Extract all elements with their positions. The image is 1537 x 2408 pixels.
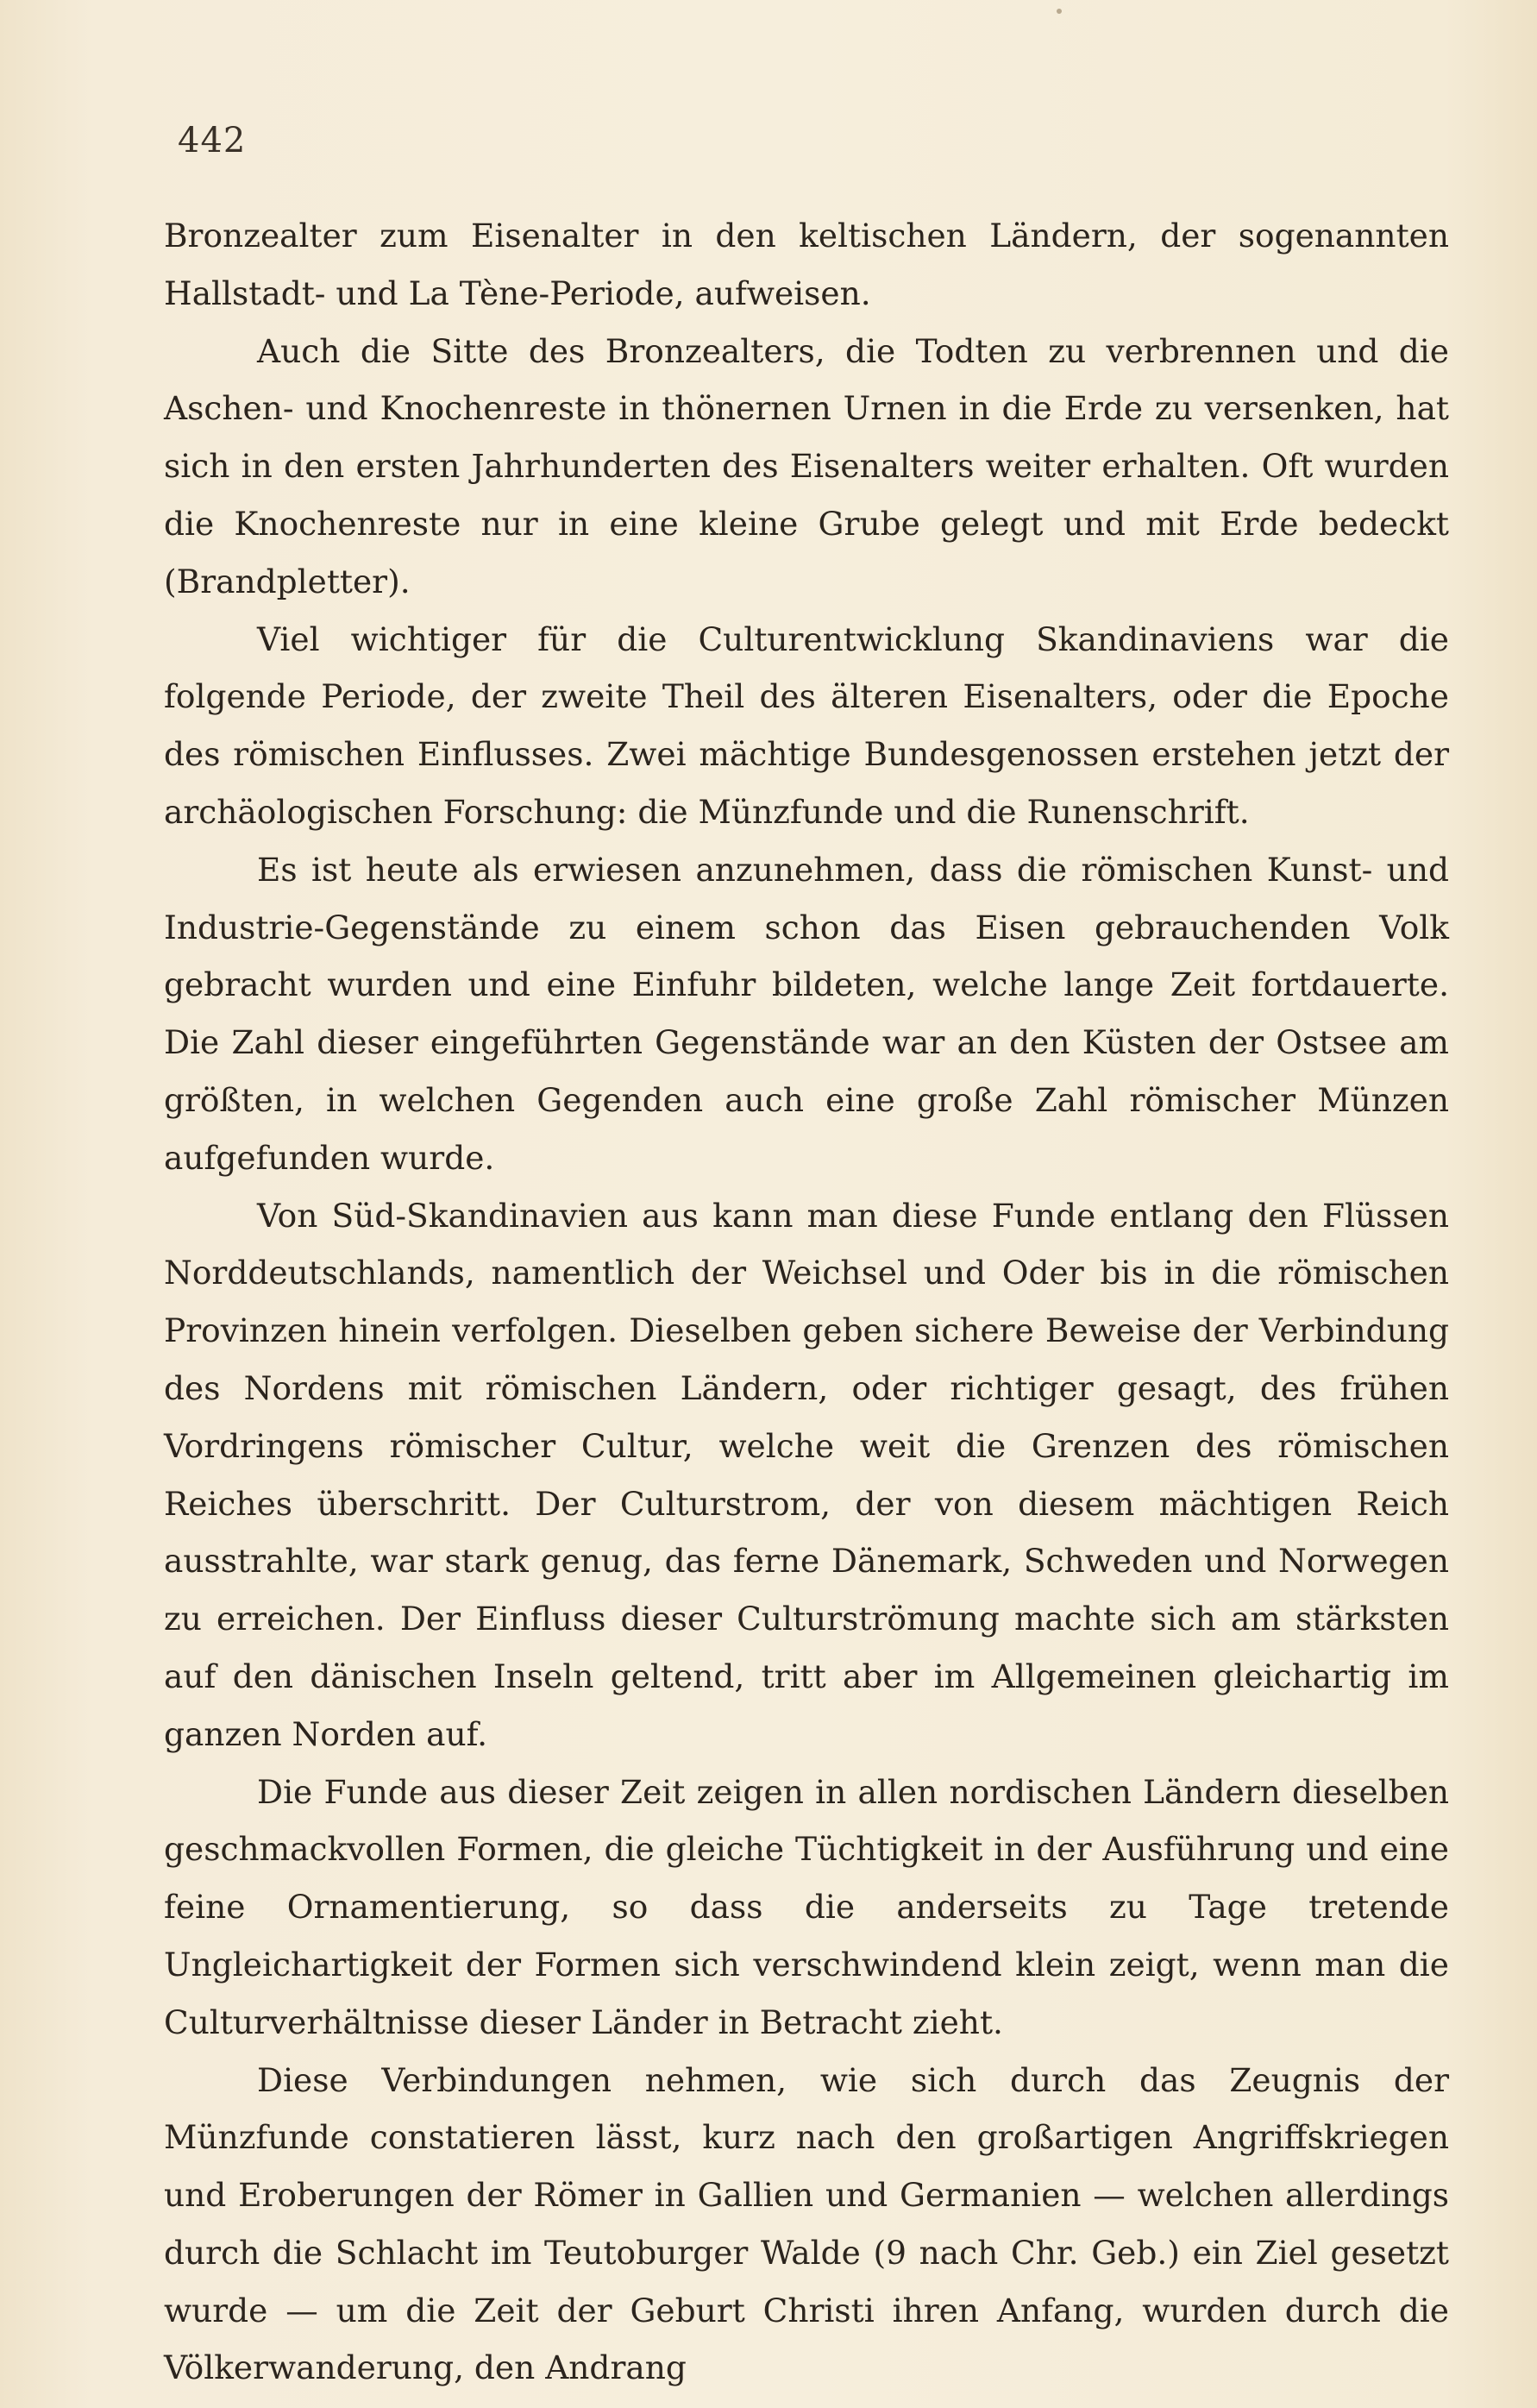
ink-speck <box>1057 9 1062 14</box>
paragraph-3: Viel wichtiger für die Culturentwicklung Skandinaviens war die folgende Periode, der zweite Theil des älteren Eisenalters, oder die Epoche des römischen Einflusses. Zwei mächtige Bundesgenossen erstehen jetzt der archäologischen Forschung: die Münzfunde und die Runenschrift. <box>164 619 1449 831</box>
page-number: 442 <box>178 121 247 160</box>
body-text <box>164 207 1449 2397</box>
paragraph-2: Auch die Sitte des Bronzealters, die Todten zu verbrennen und die Aschen- und Knochenreste in thönernen Urnen in die Erde zu versenken, hat sich in den ersten Jahrhunderten des Eisenalters weiter erhalten. Oft wurden die Knochenreste nur in eine kleine Grube gelegt und mit Erde bedeckt (Brandpletter). <box>164 331 1449 600</box>
paragraph-1: Bronzealter zum Eisenalter in den keltischen Ländern, der sogenannten Hallstadt- und La Tène-Periode, aufweisen. <box>164 217 1449 312</box>
paragraph-7: Diese Verbindungen nehmen, wie sich durch das Zeugnis der Münzfunde constatieren lässt, kurz nach den großartigen Angriffskriegen und Eroberungen der Römer in Gallien und Germanien — welchen allerdings durch die Schlacht im Teutoburger Walde (9 nach Chr. Geb.) ein Ziel gesetzt wurde — um die Zeit der Geburt Christi ihren Anfang, wurden durch die Völkerwanderung, den Andrang <box>164 2060 1449 2387</box>
paragraph-5: Von Süd-Skandinavien aus kann man diese Funde entlang den Flüssen Norddeutschlands, namentlich der Weichsel und Oder bis in die römischen Provinzen hinein verfolgen. Dieselben geben sichere Beweise der Verbindung des Nordens mit römischen Ländern, oder richtiger gesagt, des frühen Vordringens römischer Cultur, welche weit die Grenzen des römischen Reiches überschritt. Der Culturstrom, der von diesem mächtigen Reich ausstrahlte, war stark genug, das ferne Dänemark, Schweden und Norwegen zu erreichen. Der Einfluss dieser Culturströmung machte sich am stärksten auf den dänischen Inseln geltend, tritt aber im Allgemeinen gleichartig im ganzen Norden auf. <box>164 1196 1449 1753</box>
paragraph-6: Die Funde aus dieser Zeit zeigen in allen nordischen Ländern dieselben geschmackvollen Formen, die gleiche Tüchtigkeit in der Ausführung und eine feine Ornamentierung, so dass die anderseits zu Tage tretende Ungleichartigkeit der Formen sich verschwindend klein zeigt, wenn man die Culturverhältnisse dieser Länder in Betracht zieht. <box>164 1772 1449 2041</box>
paragraph-4: Es ist heute als erwiesen anzunehmen, dass die römischen Kunst- und Industrie-Gegenstände zu einem schon das Eisen gebrauchenden Volk gebracht wurden und eine Einfuhr bildeten, welche lange Zeit fortdauerte. Die Zahl dieser eingeführten Gegenstände war an den Küsten der Ostsee am größten, in welchen Gegenden auch eine große Zahl römischer Münzen aufgefunden wurde. <box>164 850 1449 1177</box>
